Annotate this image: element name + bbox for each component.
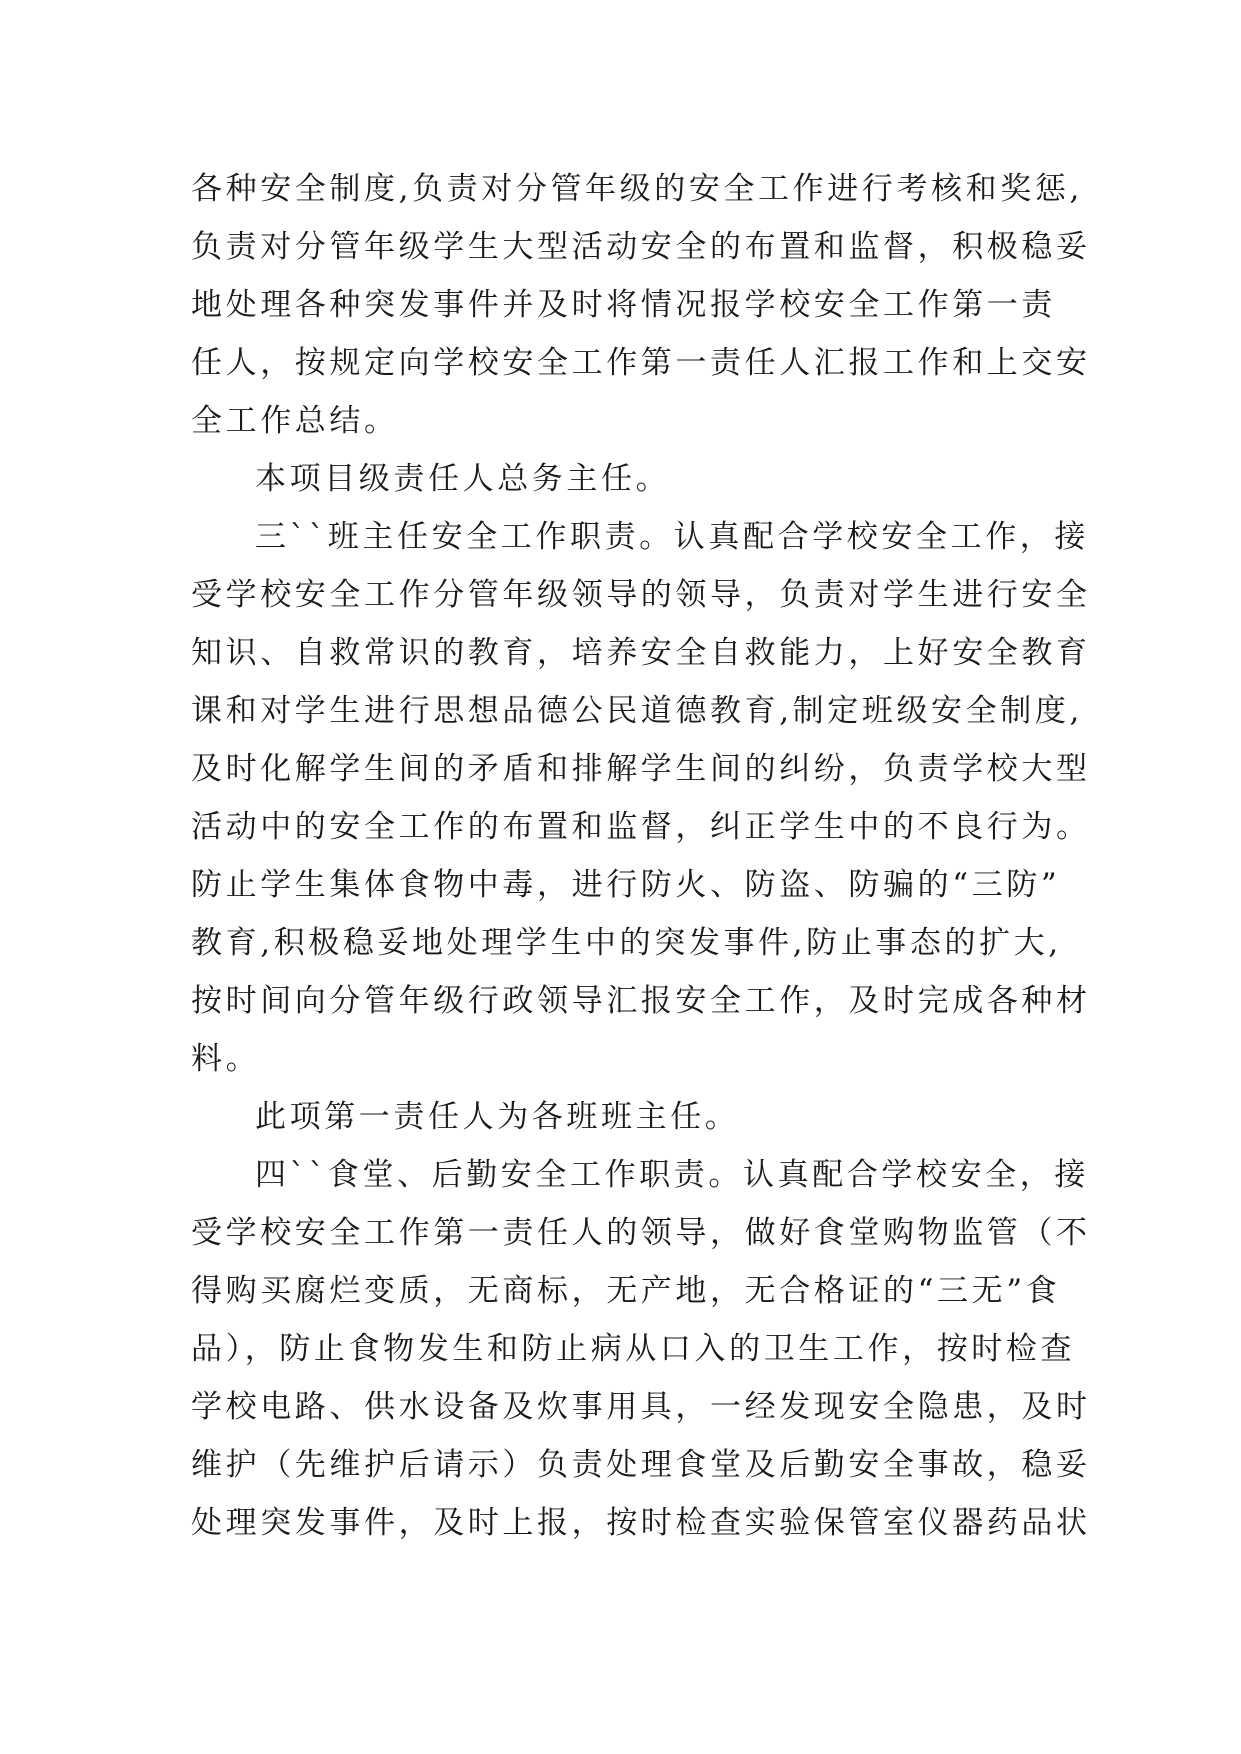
text-line-23: 维护（先维护后请示）负责处理食堂及后勤安全事故，稳妥	[191, 1447, 1091, 1483]
text-line-10: 课和对学生进行思想品德公民道德教育,制定班级安全制度,	[191, 693, 1083, 729]
text-line-13: 防止学生集体食物中毒，进行防火、防盗、防骗的“三防”	[191, 867, 1061, 903]
text-line-14: 教育,积极稳妥地处理学生中的突发事件,防止事态的扩大,	[191, 925, 1062, 961]
text-line-12: 活动中的安全工作的布置和监督，纠正学生中的不良行为。	[191, 809, 1091, 845]
text-line-11: 及时化解学生间的矛盾和排解学生间的纠纷，负责学校大型	[191, 751, 1091, 787]
text-line-7: 三``班主任安全工作职责。认真配合学校安全工作，接	[255, 519, 1089, 555]
text-line-20: 得购买腐烂变质，无商标，无产地，无合格证的“三无”食	[191, 1273, 1061, 1309]
text-line-22: 学校电路、供水设备及炊事用具，一经发现安全隐患，及时	[191, 1389, 1091, 1425]
text-line-18: 四``食堂、后勤安全工作职责。认真配合学校安全，接	[255, 1157, 1089, 1193]
text-line-17: 此项第一责任人为各班班主任。	[255, 1099, 740, 1135]
text-line-19: 受学校安全工作第一责任人的领导，做好食堂购物监管（不	[191, 1215, 1091, 1251]
text-line-5: 全工作总结。	[191, 403, 399, 439]
text-line-2: 负责对分管年级学生大型活动安全的布置和监督，积极稳妥	[191, 229, 1091, 265]
text-line-9: 知识、自救常识的教育，培养安全自救能力，上好安全教育	[191, 635, 1091, 671]
text-line-24: 处理突发事件，及时上报，按时检查实验保管室仪器药品状	[191, 1505, 1091, 1541]
text-line-16: 料。	[191, 1041, 261, 1077]
document-body	[191, 160, 1091, 1552]
text-line-3: 地处理各种突发事件并及时将情况报学校安全工作第一责	[191, 287, 1056, 323]
text-line-21: 品），防止食物发生和防止病从口入的卫生工作，按时检查	[191, 1331, 1076, 1367]
text-line-6: 本项目级责任人总务主任。	[255, 461, 671, 497]
text-line-15: 按时间向分管年级行政领导汇报安全工作，及时完成各种材	[191, 983, 1091, 1019]
text-line-8: 受学校安全工作分管年级领导的领导，负责对学生进行安全	[191, 577, 1091, 613]
text-line-4: 任人，按规定向学校安全工作第一责任人汇报工作和上交安	[191, 345, 1091, 381]
text-line-1: 各种安全制度,负责对分管年级的安全工作进行考核和奖惩,	[191, 171, 1083, 207]
